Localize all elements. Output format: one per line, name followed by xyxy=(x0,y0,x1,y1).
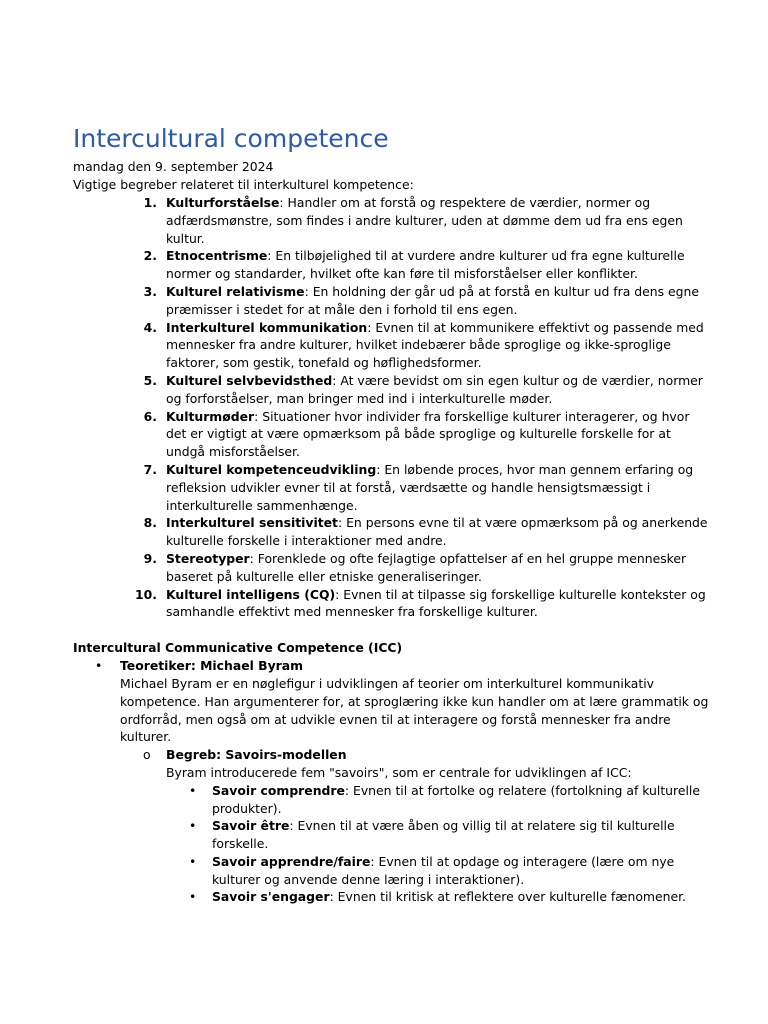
item-term: Kulturel kompetenceudvikling xyxy=(166,461,377,477)
savoir-description: : Evnen til kritisk at reflektere over kulturelle fænomener. xyxy=(329,889,686,905)
item-term: Kulturel intelligens (CQ) xyxy=(166,586,336,602)
item-description: : En holdning der går ud på at forstå en kultur ud fra dens egne præmisser i stedet for at måle den i forhold til ens egen. xyxy=(166,283,699,317)
document-page xyxy=(73,122,713,906)
square-bullet-icon: • xyxy=(189,853,197,869)
item-term: Interkulturel sensitivitet xyxy=(166,515,338,531)
item-term: Kulturel selvbevidsthed xyxy=(166,372,333,388)
concept-label: Begreb: Savoirs-modellen xyxy=(166,747,347,763)
concept-item xyxy=(73,247,713,283)
savoir-item xyxy=(73,782,713,818)
savoir-term: Savoir apprendre/faire xyxy=(212,853,371,869)
savoir-description: : Evnen til at fortolke og relatere (fortolkning af kulturelle produkter). xyxy=(212,782,700,816)
item-term: Kulturforståelse xyxy=(166,195,280,210)
concept-item xyxy=(73,461,713,514)
concept-item xyxy=(73,194,713,247)
item-term: Interkulturel kommunikation xyxy=(166,319,368,335)
concept-item xyxy=(73,372,713,408)
item-description: : Evnen til at kommunikere effektivt og passende med mennesker fra andre kulturer, hvilket indebærer både sproglige og ikke-sproglige faktorer, som gestik, tonefald og høflighedsformer. xyxy=(166,319,704,371)
page-title: Intercultural competence xyxy=(73,124,389,153)
savoir-item xyxy=(73,853,713,889)
concept-item xyxy=(73,586,713,622)
concept-item xyxy=(73,550,713,586)
item-term: Kulturel relativisme xyxy=(166,283,305,299)
theorist-label: Teoretiker: Michael Byram xyxy=(120,658,304,674)
item-number: 5. xyxy=(143,372,157,388)
item-description: : En løbende proces, hvor man gennem erfaring og refleksion udvikler evner til at forstå, værdsætte og handle hensigtsmæssigt i interkulturelle sammenhænge. xyxy=(166,461,694,513)
item-term: Etnocentrisme xyxy=(166,248,268,264)
concept-subitem xyxy=(73,746,713,764)
savoir-item xyxy=(73,817,713,853)
icc-heading: Intercultural Communicative Competence (ICC) xyxy=(73,640,403,656)
item-description: : Evnen til at tilpasse sig forskellige kulturelle kontekster og samhandle effektivt med mennesker fra forskellige kulturer. xyxy=(166,586,706,620)
circle-bullet-icon: o xyxy=(143,747,151,763)
item-number: 3. xyxy=(143,283,157,299)
intro-text: Vigtige begreber relateret til interkulturel kompetence: xyxy=(73,177,414,192)
savoir-term: Savoir s'engager xyxy=(212,889,330,905)
item-description: : At være bevidst om sin egen kultur og de værdier, normer og forforståelser, man bringer med ind i interkulturelle møder. xyxy=(166,372,703,406)
item-number: 6. xyxy=(143,408,157,424)
item-description: : Forenklede og ofte fejlagtige opfattelser af en hel gruppe mennesker baseret på kulturelle eller etniske generaliseringer. xyxy=(166,550,687,584)
square-bullet-icon: • xyxy=(189,818,197,834)
item-number: 2. xyxy=(143,248,157,264)
savoir-term: Savoir comprendre xyxy=(212,782,345,798)
item-number: 9. xyxy=(143,550,157,566)
savoir-item xyxy=(73,888,713,906)
item-description: : En tilbøjelighed til at vurdere andre kulturer ud fra egne kulturelle normer og standarder, hvilket ofte kan føre til misforståelser eller konflikter. xyxy=(166,248,685,282)
concept-intro: Byram introducerede fem "savoirs", som er centrale for udviklingen af ICC: xyxy=(166,764,632,780)
concept-item xyxy=(73,408,713,461)
item-number: 8. xyxy=(143,515,157,531)
item-description: : Situationer hvor individer fra forskellige kulturer interagerer, og hvor det er vigtigt at være opmærksom på både sproglige og kulturelle forskelle for at undgå misforståelser. xyxy=(166,408,690,460)
item-term: Stereotyper xyxy=(166,550,250,566)
square-bullet-icon: • xyxy=(189,889,197,905)
item-description: : Handler om at forstå og respektere de værdier, normer og adfærdsmønstre, som findes i andre kulturer, uden at dømme dem ud fra ens egen kultur. xyxy=(166,195,683,246)
bullet-icon: • xyxy=(95,658,103,674)
item-term: Kulturmøder xyxy=(166,408,255,424)
concept-item xyxy=(73,514,713,550)
concept-item xyxy=(73,319,713,372)
concepts-list xyxy=(73,194,713,621)
page-date: mandag den 9. september 2024 xyxy=(73,159,274,174)
square-bullet-icon: • xyxy=(189,782,197,798)
theorist-item xyxy=(73,657,713,675)
item-description: : En persons evne til at være opmærksom på og anerkende kulturelle forskelle i interaktioner med andre. xyxy=(166,515,708,549)
theorist-description: Michael Byram er en nøglefigur i udviklingen af teorier om interkulturel kommunikativ kompetence. Han argumenterer for, at sproglæring ikke kun handler om at lære grammatik og ordforråd, men også om at udvikle evnen til at interagere og forstå mennesker fra andre kulturer. xyxy=(120,675,709,745)
item-number: 4. xyxy=(143,319,157,335)
savoir-term: Savoir être xyxy=(212,818,290,834)
concept-item xyxy=(73,283,713,319)
item-number: 1. xyxy=(143,195,157,210)
savoir-description: : Evnen til at være åben og villig til at relatere sig til kulturelle forskelle. xyxy=(212,818,675,852)
item-number: 10. xyxy=(135,586,157,602)
savoir-description: : Evnen til at opdage og interagere (lære om nye kulturer og anvende denne læring i interaktioner). xyxy=(212,853,675,887)
item-number: 7. xyxy=(143,461,157,477)
